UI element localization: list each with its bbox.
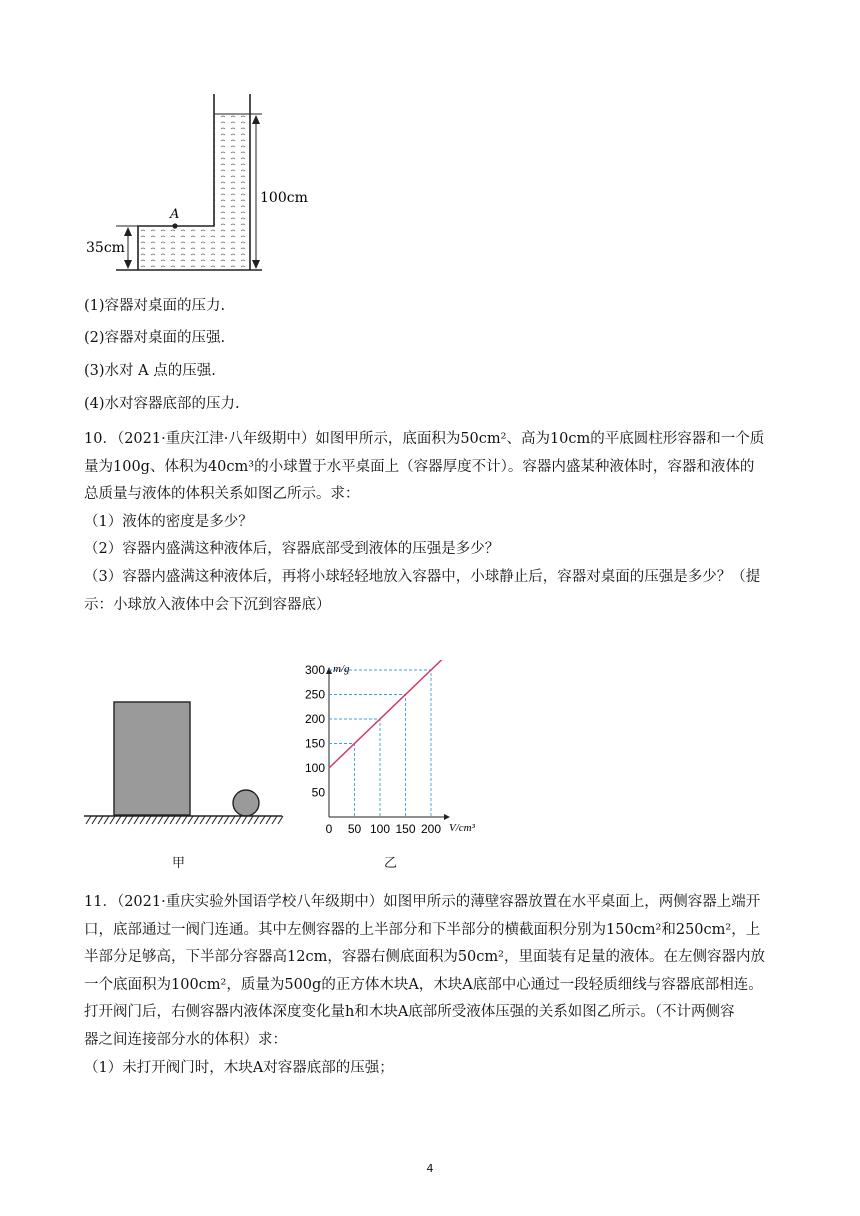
q11-line: 半部分足够高，下半部分容器高12cm，容器右侧底面积为50cm²，里面装有足量的液体。在左侧容器内放: [84, 949, 765, 966]
x-tick-label: 0: [325, 822, 333, 836]
q11-line: 一个底面积为100cm²，质量为500g的正方体木块A，木块A底部中心通过一段轻质细线与容器底部相连。: [84, 976, 763, 993]
short-height-label: 35cm: [86, 240, 125, 256]
q10-line: 示：小球放入液体中会下沉到容器底）: [84, 596, 331, 613]
q10-line: （3）容器内盛满这种液体后，再将小球轻轻地放入容器中，小球静止后，容器对桌面的压强是多少？（提: [84, 568, 761, 585]
figure-jia: [84, 660, 284, 850]
y-tick-label: 150: [304, 736, 325, 751]
cylinder-container: [114, 702, 190, 815]
q11-line: 打开阀门后，右侧容器内液体深度变化量h和木块A底部所受液体压强的关系如图乙所示。（不计两侧容: [84, 1004, 735, 1021]
prev-question-3: (3)水对 A 点的压强.: [84, 363, 216, 379]
l-container-figure: [80, 90, 320, 280]
question-10: [84, 426, 774, 619]
x-tick-label: 150: [395, 822, 416, 836]
y-tick-label: 50: [311, 785, 325, 800]
y-tick-label: 250: [304, 687, 325, 702]
prev-question-1: (1)容器对桌面的压力.: [84, 298, 226, 314]
figure-row: [84, 660, 504, 870]
q10-line: 总质量与液体的体积关系如图乙所示。求：: [84, 486, 360, 503]
figure-yi-caption: 乙: [384, 856, 398, 871]
figure-jia-caption: 甲: [172, 856, 186, 871]
tall-height-label: 100cm: [260, 190, 308, 206]
x-tick-label: 200: [420, 822, 442, 836]
figure-yi-chart: [289, 660, 509, 850]
y-tick-label: 200: [304, 712, 325, 726]
point-a-marker: [172, 223, 177, 228]
q10-line: （1）液体的密度是多少？: [84, 513, 253, 530]
q11-line: 11．（2021·重庆实验外国语学校八年级期中）如图甲所示的薄壁容器放置在水平桌面上，两侧容器上端开: [84, 894, 761, 910]
x-tick-label: 50: [347, 822, 362, 836]
question-11: [84, 889, 774, 1082]
q11-line: 口，底部通过一阀门连通。其中左侧容器的上半部分和下半部分的横截面积分别为150cm²和250cm²，上: [84, 921, 761, 938]
guide-line: [329, 744, 355, 818]
q11-line: （1）未打开阀门时，木块A对容器底部的压强；: [84, 1059, 394, 1076]
x-tick-label: 100: [369, 822, 391, 836]
y-tick-label: 300: [304, 663, 325, 677]
y-axis-label: m/g: [333, 663, 350, 675]
guide-line: [329, 695, 406, 818]
q10-line: 10．（2021·重庆江津·八年级期中）如图甲所示，底面积为50cm²、高为10cm的平底圆柱形容器和一个质: [84, 431, 765, 447]
q11-line: 器之间连接部分水的体积）求：: [84, 1031, 287, 1048]
x-axis-arrow: [444, 814, 450, 820]
point-a-label: A: [170, 207, 180, 222]
x-axis-label: V/cm³: [449, 822, 475, 834]
q10-line: 量为100g、体积为40cm³的小球置于水平桌面上（容器厚度不计）。容器内盛某种液体时，容器和液体的: [84, 458, 755, 475]
prev-question-4: (4)水对容器底部的压力.: [84, 396, 240, 412]
data-series-line: [329, 660, 454, 768]
page-number: 4: [426, 1162, 434, 1175]
prev-question-2: (2)容器对桌面的压强.: [84, 330, 226, 346]
q10-line: （2）容器内盛满这种液体后，容器底部受到液体的压强是多少？: [84, 541, 500, 558]
small-ball: [233, 790, 259, 816]
y-axis-arrow: [326, 667, 332, 674]
y-tick-label: 100: [304, 761, 325, 775]
